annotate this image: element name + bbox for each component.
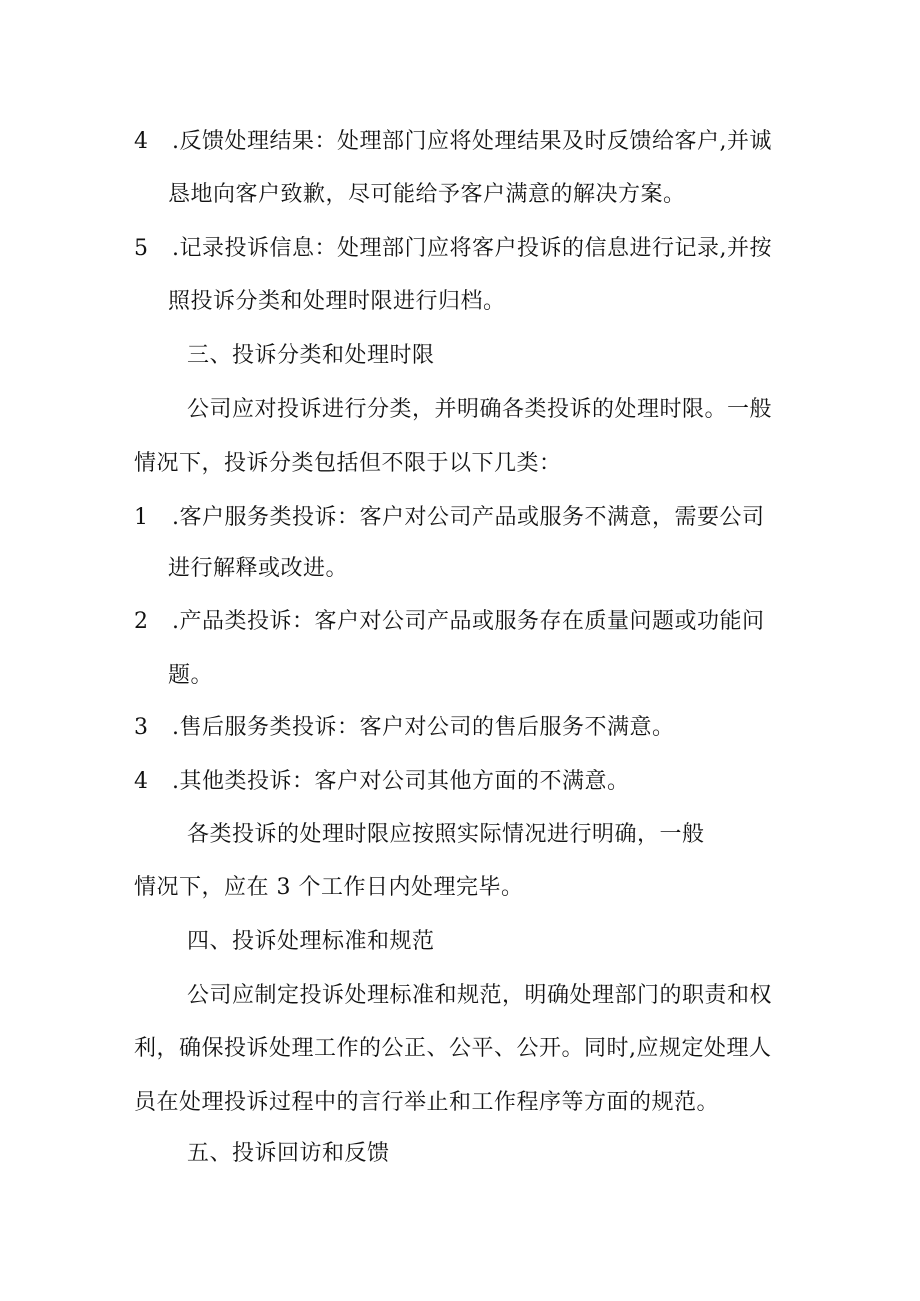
- paragraph-line: 公司应对投诉进行分类，并明确各类投诉的处理时限。一般: [187, 397, 773, 422]
- list-item-text: .客户服务类投诉：客户对公司产品或服务不满意，需要公司: [172, 505, 765, 530]
- section-heading: 四、投诉处理标准和规范: [187, 929, 435, 954]
- list-item-number: 3: [134, 715, 149, 740]
- section-heading: 三、投诉分类和处理时限: [187, 343, 435, 368]
- list-item-number: 5: [134, 236, 149, 261]
- list-item-continuation: 进行解释或改进。: [168, 556, 349, 581]
- list-item: [134, 503, 765, 533]
- paragraph-line: 情况下，应在 3 个工作日内处理完毕。: [134, 875, 524, 900]
- paragraph-line: 公司应制定投诉处理标准和规范，明确处理部门的职责和权: [187, 983, 773, 1008]
- list-item-text: .其他类投诉：客户对公司其他方面的不满意。: [172, 769, 630, 794]
- list-item: [134, 127, 772, 157]
- paragraph-line: 各类投诉的处理时限应按照实际情况进行明确，一般: [187, 822, 705, 847]
- list-item-text: .反馈处理结果：处理部门应将处理结果及时反馈给客户,并诚: [172, 129, 772, 154]
- list-item-number: 2: [134, 609, 149, 634]
- list-item: [134, 234, 772, 264]
- list-item-continuation: 恳地向客户致歉，尽可能给予客户满意的解决方案。: [168, 182, 686, 207]
- list-item-text: .记录投诉信息：处理部门应将客户投诉的信息进行记录,并按: [172, 236, 772, 261]
- paragraph-line: 员在处理投诉过程中的言行举止和工作程序等方面的规范。: [134, 1090, 720, 1115]
- section-heading: 五、投诉回访和反馈: [187, 1141, 390, 1166]
- list-item-number: 4: [134, 769, 149, 794]
- paragraph-line: 利，确保投诉处理工作的公正、公平、公开。同时,应规定处理人: [134, 1036, 772, 1061]
- list-item-continuation: 题。: [168, 663, 214, 688]
- list-item: [134, 767, 630, 797]
- list-item: [134, 607, 765, 637]
- list-item-text: .售后服务类投诉：客户对公司的售后服务不满意。: [172, 715, 675, 740]
- list-item-continuation: 照投诉分类和处理时限进行归档。: [168, 289, 506, 314]
- list-item-number: 4: [134, 129, 149, 154]
- list-item-text: .产品类投诉：客户对公司产品或服务存在质量问题或功能问: [172, 609, 765, 634]
- list-item-number: 1: [134, 505, 149, 530]
- list-item: [134, 713, 675, 743]
- paragraph-line: 情况下，投诉分类包括但不限于以下几类：: [134, 451, 562, 476]
